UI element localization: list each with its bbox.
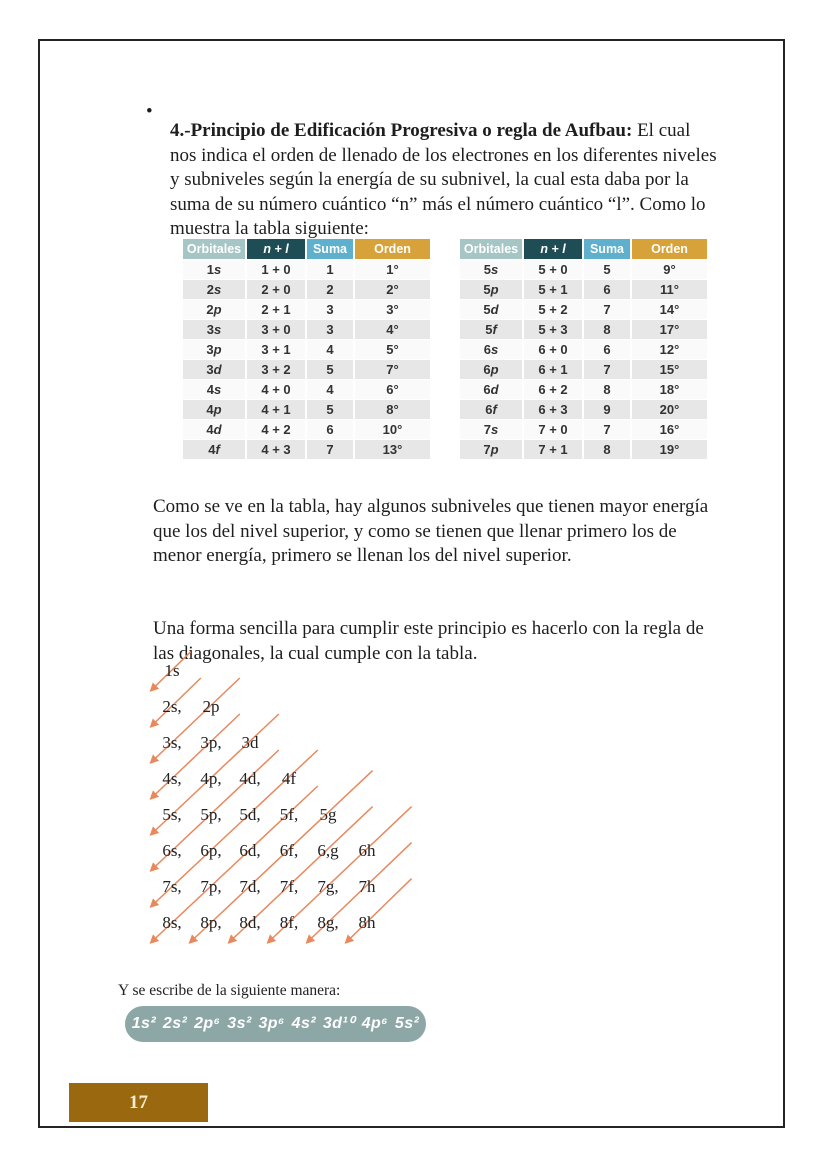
table-row <box>460 340 707 359</box>
orbital-label: 6f, <box>279 841 299 860</box>
sum-value-cell: 8 <box>603 322 611 337</box>
sum-expression-cell: 6 + 1 <box>538 362 568 377</box>
order-cell: 7° <box>386 362 399 377</box>
orbital-cell: 5f <box>485 322 497 337</box>
orbital-cell: 6d <box>483 382 499 397</box>
orbital-label: 5g <box>319 805 337 824</box>
sum-expression-cell: 4 + 3 <box>261 442 291 457</box>
order-cell: 3° <box>386 302 399 317</box>
sum-value-cell: 7 <box>603 302 611 317</box>
orbital-label: 7g, <box>317 877 339 896</box>
table-row <box>183 420 430 439</box>
table-row <box>460 400 707 419</box>
orbital-label: 2p <box>202 697 220 716</box>
order-cell: 14° <box>659 302 680 317</box>
orbital-cell: 4s <box>206 382 222 397</box>
orbital-cell: 2s <box>206 282 222 297</box>
orbital-cell: 3p <box>206 342 222 357</box>
order-cell: 4° <box>386 322 399 337</box>
orbital-cell: 5d <box>483 302 499 317</box>
aufbau-table-left <box>181 238 432 460</box>
orbital-label: 3p, <box>200 733 222 752</box>
orbital-label: 2s, <box>162 697 182 716</box>
order-cell: 19° <box>659 442 680 457</box>
electron-config-pill: 1s² 2s² 2p⁶ 3s² 3p⁶ 4s² 3d¹⁰ 4p⁶ 5s² <box>125 1006 426 1042</box>
table-row <box>460 300 707 319</box>
orbital-label: 5f, <box>279 805 299 824</box>
sum-value-cell: 8 <box>603 442 611 457</box>
order-cell: 11° <box>660 282 679 297</box>
sum-expression-cell: 6 + 3 <box>538 402 568 417</box>
orbital-label: 7s, <box>162 877 182 896</box>
orbital-label: 6p, <box>200 841 222 860</box>
col-header-orden: Orden <box>355 239 430 259</box>
order-cell: 17° <box>659 322 680 337</box>
order-cell: 8° <box>386 402 399 417</box>
sum-value-cell: 5 <box>326 362 334 377</box>
orbital-label: 7p, <box>200 877 222 896</box>
orbital-cell: 6p <box>483 362 499 377</box>
table-header-row <box>183 239 430 259</box>
sum-expression-cell: 5 + 3 <box>538 322 568 337</box>
orbital-label: 8s, <box>162 913 182 932</box>
table-row <box>183 360 430 379</box>
sum-expression-cell: 4 + 2 <box>261 422 291 437</box>
orbital-label: 7f, <box>279 877 299 896</box>
orbital-cell: 7p <box>483 442 499 457</box>
orbital-label: 4d, <box>239 769 261 788</box>
order-cell: 12° <box>659 342 680 357</box>
sum-expression-cell: 2 + 1 <box>261 302 291 317</box>
table-header-row <box>460 239 707 259</box>
orbital-label: 3s, <box>162 733 182 752</box>
orbital-cell: 1s <box>206 262 222 277</box>
sum-expression-cell: 3 + 2 <box>261 362 291 377</box>
orbital-cell: 4f <box>208 442 220 457</box>
orbital-label: 6,g <box>317 841 339 860</box>
sum-expression-cell: 4 + 1 <box>261 402 291 417</box>
orbital-label: 6h <box>358 841 376 860</box>
table-row <box>460 440 707 459</box>
sum-value-cell: 6 <box>603 282 611 297</box>
diagonal-rule-diagram <box>100 638 480 968</box>
orbital-cell: 6f <box>485 402 497 417</box>
orbital-label: 6s, <box>162 841 182 860</box>
sum-value-cell: 2 <box>326 282 334 297</box>
orbital-label: 4f <box>281 769 297 788</box>
orbital-cell: 4p <box>206 402 222 417</box>
orbital-label: 7h <box>358 877 376 896</box>
orbital-label: 5p, <box>200 805 222 824</box>
orbital-cell: 5p <box>483 282 499 297</box>
sum-value-cell: 6 <box>326 422 334 437</box>
table-row <box>183 300 430 319</box>
orbital-cell: 6s <box>483 342 499 357</box>
sum-expression-cell: 1 + 0 <box>261 262 291 277</box>
sum-value-cell: 7 <box>603 422 611 437</box>
order-cell: 10° <box>382 422 403 437</box>
sum-expression-cell: 3 + 0 <box>261 322 291 337</box>
order-cell: 2° <box>386 282 399 297</box>
sum-expression-cell: 7 + 0 <box>538 422 568 437</box>
sum-expression-cell: 7 + 1 <box>538 442 568 457</box>
sum-value-cell: 6 <box>603 342 611 357</box>
sum-value-cell: 7 <box>326 442 334 457</box>
orbital-label: 4s, <box>162 769 182 788</box>
orbital-label: 8h <box>358 913 376 932</box>
order-cell: 5° <box>386 342 399 357</box>
sum-expression-cell: 5 + 1 <box>538 282 568 297</box>
orbital-cell: 2p <box>206 302 222 317</box>
col-header-orden: Orden <box>632 239 707 259</box>
table-row <box>183 260 430 279</box>
table-row <box>460 320 707 339</box>
orbital-label: 8f, <box>279 913 299 932</box>
col-header-suma: Suma <box>584 239 630 259</box>
sum-expression-cell: 2 + 0 <box>261 282 291 297</box>
sum-value-cell: 5 <box>326 402 334 417</box>
sum-expression-cell: 6 + 0 <box>538 342 568 357</box>
orbital-cell: 7s <box>483 422 499 437</box>
bullet-icon: • <box>146 101 153 122</box>
orbital-cell: 3d <box>206 362 222 377</box>
table-row <box>460 280 707 299</box>
orbital-label: 5s, <box>162 805 182 824</box>
orbital-cell: 4d <box>206 422 222 437</box>
orbital-label: 1s <box>164 661 180 680</box>
table-row <box>183 320 430 339</box>
intro-paragraph <box>170 119 718 242</box>
order-cell: 20° <box>659 402 680 417</box>
paragraph-diagonal-rule: Una forma sencilla para cumplir este principio es hacerlo con la regla de las diagonales, la cual cumple con la tabla. <box>153 618 704 664</box>
orbital-label: 4p, <box>200 769 222 788</box>
orbital-label: 6d, <box>239 841 261 860</box>
sum-value-cell: 9 <box>603 402 611 417</box>
orbital-label: 7d, <box>239 877 261 896</box>
col-header-n-plus-l: n + l <box>524 239 582 259</box>
table-row <box>183 400 430 419</box>
sum-expression-cell: 5 + 2 <box>538 302 568 317</box>
page-number-box: 17 <box>69 1083 208 1122</box>
sum-value-cell: 7 <box>603 362 611 377</box>
orbital-label: 5d, <box>239 805 261 824</box>
sum-expression-cell: 4 + 0 <box>261 382 291 397</box>
order-cell: 13° <box>382 442 403 457</box>
sum-expression-cell: 6 + 2 <box>538 382 568 397</box>
sum-value-cell: 3 <box>326 322 334 337</box>
order-cell: 16° <box>659 422 680 437</box>
orbital-label: 8p, <box>200 913 222 932</box>
orbital-label: 8g, <box>317 913 339 932</box>
config-caption: Y se escribe de la siguiente manera: <box>118 981 341 999</box>
sum-value-cell: 4 <box>326 382 334 397</box>
intro-rest: El cual nos indica el orden de llenado de los electrones en los diferentes niveles y subniveles según la energía de su subnivel, la cual esta daba por la suma de su número cuántico “n” más el número cuántico “l”. Como lo muestra la tabla siguiente: <box>170 120 717 240</box>
col-header-orbitales: Orbitales <box>460 239 522 259</box>
sum-expression-cell: 5 + 0 <box>538 262 568 277</box>
diagonal-arrow <box>345 879 411 943</box>
order-cell: 18° <box>659 382 680 397</box>
sum-value-cell: 1 <box>326 262 334 277</box>
table-row <box>460 260 707 279</box>
order-cell: 1° <box>386 262 399 277</box>
table-row <box>460 420 707 439</box>
orbital-label: 8d, <box>239 913 261 932</box>
sum-expression-cell: 3 + 1 <box>261 342 291 357</box>
table-row <box>183 340 430 359</box>
sum-value-cell: 8 <box>603 382 611 397</box>
table-row <box>460 360 707 379</box>
orbital-label: 3d <box>241 733 259 752</box>
intro-bold-lead: 4.-Principio de Edificación Progresiva o regla de Aufbau: <box>170 120 633 141</box>
order-cell: 15° <box>659 362 680 377</box>
col-header-orbitales: Orbitales <box>183 239 245 259</box>
sum-value-cell: 5 <box>603 262 611 277</box>
sum-value-cell: 3 <box>326 302 334 317</box>
table-row <box>183 380 430 399</box>
table-row <box>183 280 430 299</box>
paragraph-table-note: Como se ve en la tabla, hay algunos subniveles que tienen mayor energía que los del nivel superior, y como se tienen que llenar primero los de menor energía, primero se llenan los del nivel superior. <box>153 496 709 567</box>
col-header-n-plus-l: n + l <box>247 239 305 259</box>
table-row <box>460 380 707 399</box>
aufbau-table-right <box>458 238 709 460</box>
order-cell: 6° <box>386 382 399 397</box>
table-row <box>183 440 430 459</box>
col-header-suma: Suma <box>307 239 353 259</box>
orbital-cell: 3s <box>206 322 222 337</box>
orbital-cell: 5s <box>483 262 499 277</box>
order-cell: 9° <box>663 262 676 277</box>
sum-value-cell: 4 <box>326 342 334 357</box>
